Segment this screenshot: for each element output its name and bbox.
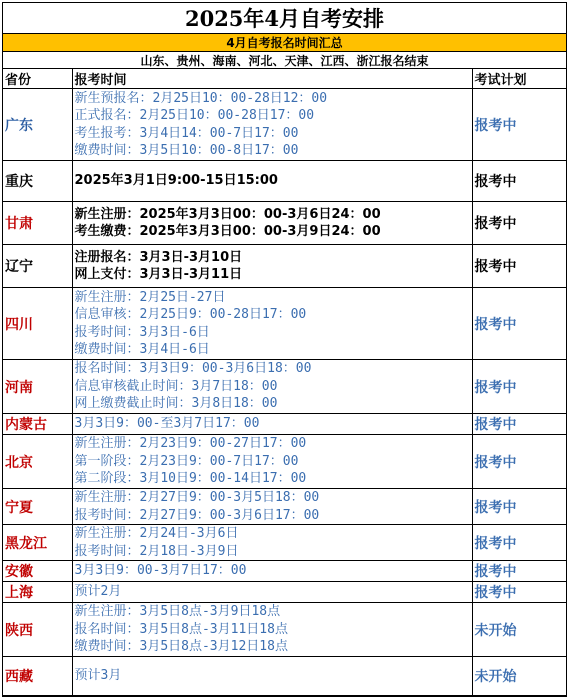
exam-plan-status: 报考中 [472,561,566,582]
province-cell: 广东 [3,89,72,161]
time-line: 新生注册：2月24日-3月6日 [74,526,239,541]
table-row [3,435,566,489]
registration-time-cell [72,288,472,360]
table-row [3,245,566,288]
time-line: 3月3日9：00-至3月7日17：00 [74,416,260,432]
province-cell: 甘肃 [3,202,72,245]
time-line: 信息审核：2月25日9：00-28日17：00 [74,307,307,322]
time-line: 新生注册：2月25日-27日 [74,289,226,305]
time-line: 报名时间：3月3日9：00-3月6日18：00 [74,361,312,377]
registration-time-cell [72,489,472,525]
time-line: 报考时间：2月18日-3月9日 [74,543,239,559]
header-row [3,69,566,89]
province-cell: 河南 [3,360,72,414]
table-row [3,89,566,161]
header-time: 报考时间 [72,69,472,89]
exam-plan-status: 报考中 [472,288,566,360]
province-cell: 辽宁 [3,245,72,288]
table-row [3,582,566,603]
table-row [3,360,566,414]
time-line: 新生注册：2月23日9：00-27日17：00 [74,436,307,452]
table-row [3,414,566,435]
exam-plan-status: 报考中 [472,89,566,161]
header-province: 省份 [3,69,72,89]
province-cell: 上海 [3,582,72,603]
table-row [3,525,566,561]
exam-plan-status: 报考中 [472,435,566,489]
time-line: 新生注册：2月27日9：00-3月5日18：00 [74,490,320,505]
time-line: 信息审核截止时间：3月7日18：00 [74,378,278,394]
registration-time-cell [72,582,472,603]
time-line: 预计2月 [74,584,122,600]
time-line: 网上支付：3月3日-3月11日 [74,267,243,282]
time-line: 预计3月 [74,668,122,684]
time-line: 新生预报名：2月25日10：00-28日12：00 [74,90,328,106]
table-row [3,603,566,657]
time-line: 新生注册：2025年3月3日00：00-3月6日24：00 [74,206,381,222]
registration-time-cell [72,561,472,582]
time-line: 缴费时间：3月5日10：00-8日17：00 [74,143,299,158]
time-line: 考生缴费：2025年3月3日00：00-3月9日24：00 [74,224,381,239]
time-line: 2025年3月1日9:00-15日15:00 [74,173,278,189]
closed-provinces-notice: 山东、贵州、海南、河北、天津、江西、浙江报名结束 [3,52,566,69]
time-line: 缴费时间：3月4日-6日 [74,342,210,357]
province-cell: 北京 [3,435,72,489]
header-plan: 考试计划 [472,69,566,89]
exam-plan-status: 报考中 [472,525,566,561]
schedule-sheet [2,2,567,697]
time-line: 注册报名：3月3日-3月10日 [74,249,243,265]
time-line: 网上缴费截止时间：3月8日18：00 [74,396,278,412]
registration-time-cell [72,89,472,161]
schedule-table [3,69,566,696]
province-cell: 重庆 [3,161,72,202]
table-row [3,657,566,696]
exam-plan-status: 报考中 [472,360,566,414]
time-line: 缴费时间：3月5日8点-3月12日18点 [74,639,288,655]
registration-time-cell [72,603,472,657]
table-row [3,202,566,245]
registration-time-cell [72,435,472,489]
table-row [3,161,566,202]
province-cell: 黑龙江 [3,525,72,561]
time-line: 3月3日9：00-3月7日17：00 [74,563,247,579]
table-row [3,561,566,582]
table-row [3,489,566,525]
exam-plan-status: 报考中 [472,582,566,603]
registration-time-cell [72,525,472,561]
time-line: 报考时间：3月3日-6日 [74,324,210,340]
section-subtitle: 4月自考报名时间汇总 [3,34,566,52]
time-line: 报考时间：2月27日9：00-3月6日17：00 [74,507,320,523]
exam-plan-status: 未开始 [472,603,566,657]
time-line: 正式报名：2月25日10：00-28日17：00 [74,108,315,123]
exam-plan-status: 未开始 [472,657,566,696]
exam-plan-status: 报考中 [472,161,566,202]
registration-time-cell [72,245,472,288]
time-line: 考生报考：3月4日14：00-7日17：00 [74,125,299,141]
exam-plan-status: 报考中 [472,245,566,288]
registration-time-cell [72,657,472,696]
registration-time-cell [72,202,472,245]
province-cell: 安徽 [3,561,72,582]
time-line: 第一阶段：2月23日9：00-7日17：00 [74,453,299,469]
registration-time-cell [72,360,472,414]
table-row [3,288,566,360]
exam-plan-status: 报考中 [472,414,566,435]
time-line: 报名时间：3月5日8点-3月11日18点 [74,621,288,637]
province-cell: 陕西 [3,603,72,657]
page-title: 2025年4月自考安排 [3,3,566,34]
time-line: 新生注册：3月5日8点-3月9日18点 [74,604,281,620]
province-cell: 西藏 [3,657,72,696]
province-cell: 内蒙古 [3,414,72,435]
exam-plan-status: 报考中 [472,489,566,525]
registration-time-cell [72,161,472,202]
province-cell: 宁夏 [3,489,72,525]
time-line: 第二阶段：3月10日9：00-14日17：00 [74,471,307,487]
registration-time-cell [72,414,472,435]
province-cell: 四川 [3,288,72,360]
exam-plan-status: 报考中 [472,202,566,245]
